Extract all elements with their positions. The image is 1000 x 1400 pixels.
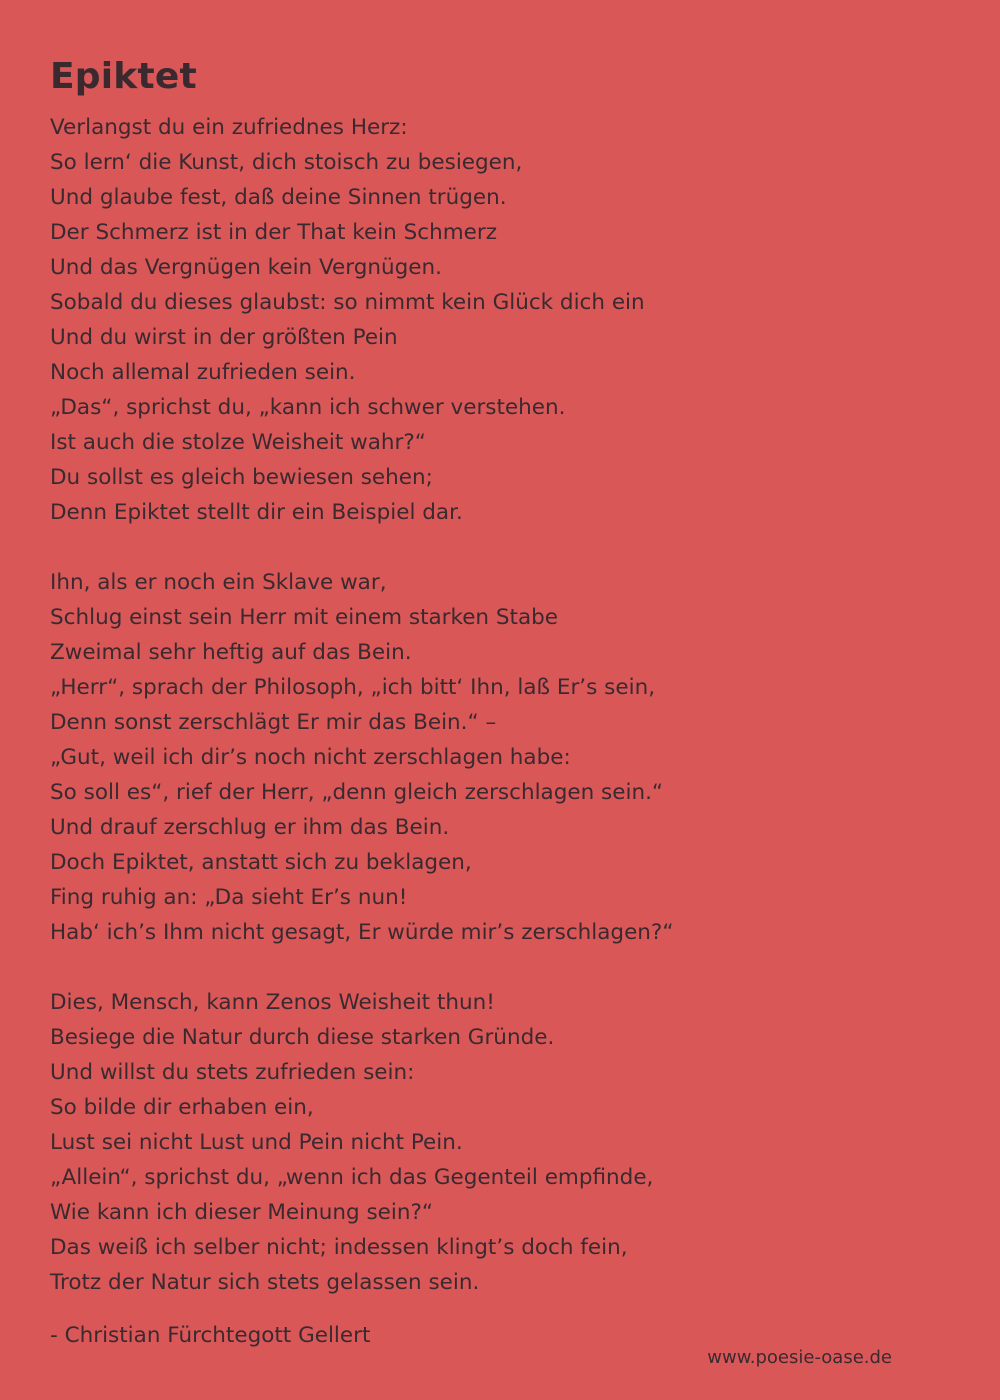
poem-line: Zweimal sehr heftig auf das Bein. [50,640,412,665]
poem-line: Fing ruhig an: „Da sieht Er’s nun! [50,885,408,910]
poem-line: Das weiß ich selber nicht; indessen klingt’s doch fein, [50,1235,628,1260]
poem-title: Epiktet [50,56,197,97]
poem-line: Und du wirst in der größten Pein [50,325,398,350]
poem-line: Du sollst es gleich bewiesen sehen; [50,465,433,490]
poem-line: So soll es“, rief der Herr, „denn gleich zerschlagen sein.“ [50,780,664,805]
poem-line: Denn sonst zerschlägt Er mir das Bein.“ – [50,710,497,735]
stanza-1 [50,110,950,530]
poem-line: So bilde dir erhaben ein, [50,1095,314,1120]
poem-line: So lern‘ die Kunst, dich stoisch zu besiegen, [50,150,523,175]
poem-line: Denn Epiktet stellt dir ein Beispiel dar. [50,500,463,525]
poem-line: Besiege die Natur durch diese starken Gründe. [50,1025,555,1050]
poem-line: Sobald du dieses glaubst: so nimmt kein Glück dich ein [50,290,645,315]
poem-line: Doch Epiktet, anstatt sich zu beklagen, [50,850,472,875]
poem-body [50,110,950,1335]
website-url: www.poesie-oase.de [707,1347,892,1368]
poem-line: Ist auch die stolze Weisheit wahr?“ [50,430,426,455]
poem-line: Der Schmerz ist in der That kein Schmerz [50,220,498,245]
poem-line: „Das“, sprichst du, „kann ich schwer verstehen. [50,395,566,420]
poem-line: Ihn, als er noch ein Sklave war, [50,570,387,595]
poem-line: „Gut, weil ich dir’s noch nicht zerschlagen habe: [50,745,571,770]
poem-line: Noch allemal zufrieden sein. [50,360,356,385]
poem-line: Lust sei nicht Lust und Pein nicht Pein. [50,1130,463,1155]
poem-line: Und willst du stets zufrieden sein: [50,1060,415,1085]
poem-line: „Herr“, sprach der Philosoph, „ich bitt‘ Ihn, laß Er’s sein, [50,675,656,700]
poem-line: Dies, Mensch, kann Zenos Weisheit thun! [50,990,495,1015]
poem-line: Hab‘ ich’s Ihm nicht gesagt, Er würde mir’s zerschlagen?“ [50,920,674,945]
poem-author: - Christian Fürchtegott Gellert [50,1323,371,1348]
poem-line: Verlangst du ein zufriednes Herz: [50,115,408,140]
poem-line: Wie kann ich dieser Meinung sein?“ [50,1200,434,1225]
poem-line: Und das Vergnügen kein Vergnügen. [50,255,442,280]
poem-line: Trotz der Natur sich stets gelassen sein. [50,1270,480,1295]
poem-line: Schlug einst sein Herr mit einem starken Stabe [50,605,559,630]
poem-line: Und drauf zerschlug er ihm das Bein. [50,815,450,840]
poem-line: Und glaube fest, daß deine Sinnen trügen. [50,185,507,210]
poem-line: „Allein“, sprichst du, „wenn ich das Gegenteil empfinde, [50,1165,654,1190]
stanza-3 [50,985,950,1300]
stanza-2 [50,565,950,950]
